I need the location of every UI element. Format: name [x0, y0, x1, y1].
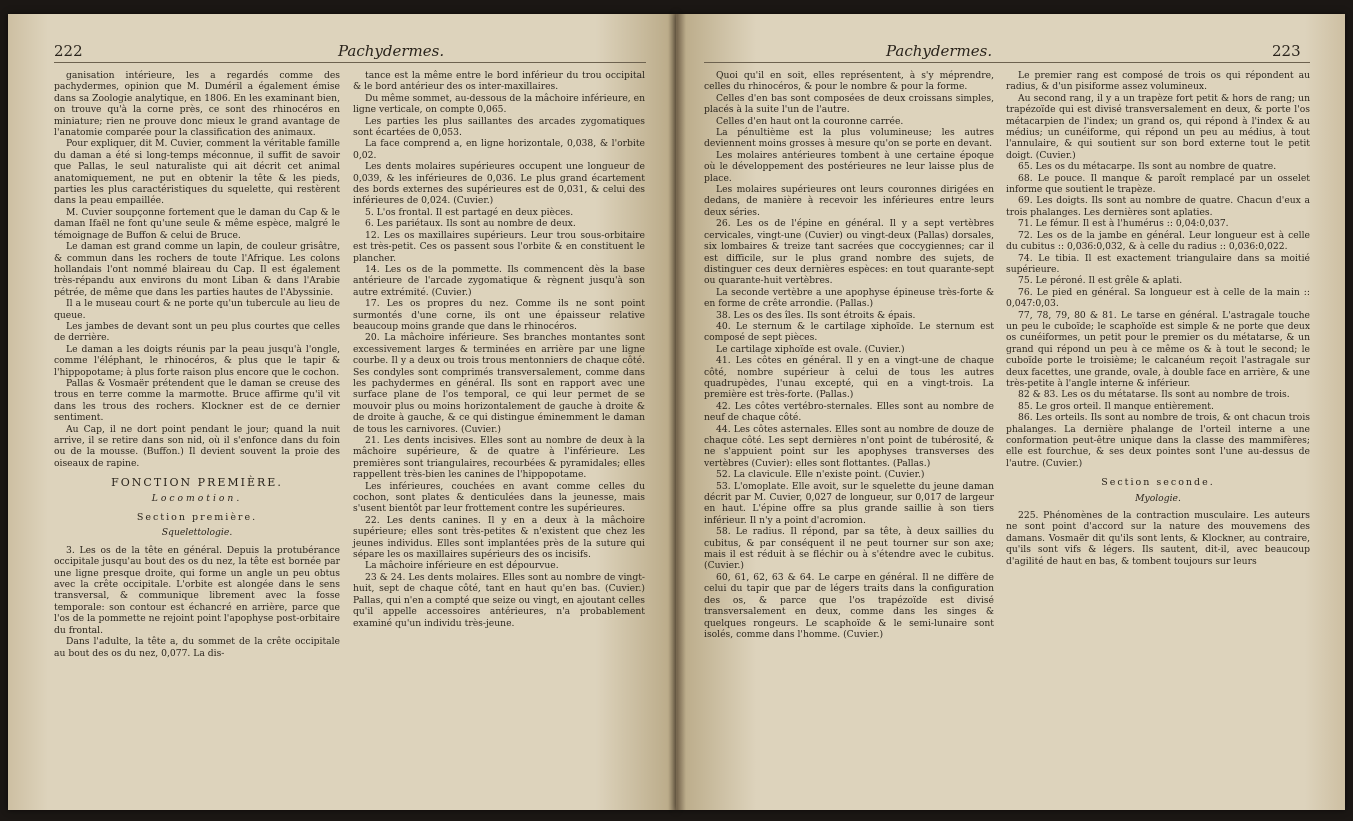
paragraph: Les parties les plus saillantes des arcades zygomatiques sont écartées de 0,053. [353, 115, 645, 139]
page-number: 223 [1272, 42, 1301, 60]
left-column-2 [353, 70, 645, 629]
paragraph: Les molaires supérieures ont leurs couronnes dirigées en dedans, de manière à recevoir les inférieures entre leurs deux séries. [704, 184, 994, 218]
paragraph: 85. Le gros orteil. Il manque entièrement. [1018, 400, 1214, 412]
paragraph: 3. Les os de la tête en général. Depuis la protubérance occipitale jusqu'au bout des os du nez, la tête est bornée par une ligne presque droite, qui forme un angle un peu obtus avec la crête occipitale. L'orbite est alongée dans le sens transversal, & communique librement avec la fosse temporale: son contour est échancré en arrière, parce que l'os de la pommette ne rejoint point l'apophyse post-orbitaire du frontal. [54, 544, 340, 636]
paragraph: 5. L'os frontal. Il est partagé en deux pièces. [365, 206, 574, 218]
paragraph: 71. Le fémur. Il est à l'humérus :: 0,04:0,037. [1018, 218, 1229, 230]
paragraph: Le daman a les doigts réunis par la peau jusqu'à l'ongle, comme l'éléphant, le rhinocéros, & plus que le tapir & l'hippopotame; à plus forte raison plus encore que le cochon. [54, 343, 340, 378]
running-head: Pachydermes. [886, 42, 993, 60]
page-number: 222 [54, 42, 83, 60]
paragraph: 76. Le pied en général. Sa longueur est à celle de la main :: 0,047:0,03. [1006, 286, 1310, 310]
paragraph: Dans l'adulte, la tête a, du sommet de la crête occipitale au bout des os du nez, 0,077. La dis- [54, 636, 340, 659]
left-column-1 [54, 70, 340, 659]
section-subheading-3: Squelettologie. [161, 527, 233, 539]
paragraph: 77, 78, 79, 80 & 81. Le tarse en général. L'astragale touche un peu le cuboïde; le scaphoïde est simple & ne porte que deux os cunéiformes, un petit pour le premier os du métatarse, & un grand qui répond un peu à ce même os & à tout le second; le cuboïde porte le troisième; le calcanéum reçoit l'astragale sur deux facettes, une grande, ovale, à double face en arrière, & une très-petite à l'angle interne & inférieur. [1006, 309, 1310, 389]
paragraph: 65. Les os du métacarpe. Ils sont au nombre de quatre. [1018, 161, 1277, 173]
paragraph: La mâchoire inférieure en est dépourvue. [365, 560, 559, 572]
paragraph: Le premier rang est composé de trois os qui répondent au radius, & d'un pisiforme assez volumineux. [1006, 70, 1310, 93]
paragraph: 40. Le sternum & le cartilage xiphoïde. Le sternum est composé de sept pièces. [704, 320, 994, 344]
paragraph: Au Cap, il ne dort point pendant le jour; quand la nuit arrive, il se retire dans son nid, où il s'enfonce dans du foin ou de la mousse. (Buffon.) Il devient souvent la proie des oiseaux de rapine. [54, 423, 340, 469]
right-page [676, 14, 1345, 810]
running-head: Pachydermes. [338, 42, 445, 60]
paragraph: 22. Les dents canines. Il y en a deux à la mâchoire supérieure; elles sont très-petites & n'existent que chez les jeunes individus. Elles sont implantées près de la suture qui sépare les os maxillaires supérieurs des os incisifs. [353, 514, 645, 561]
paragraph: 52. La clavicule. Elle n'existe point. (Cuvier.) [716, 469, 925, 481]
paragraph: La seconde vertèbre a une apophyse épineuse très-forte & en forme de crête arrondie. (Pallas.) [704, 286, 994, 310]
paragraph: 23 & 24. Les dents molaires. Elles sont au nombre de vingt-huit, sept de chaque côté, tant en haut qu'en bas. (Cuvier.) Pallas, qui n'en a compté que seize ou vingt, en ajoutant celles qu'il appelle accessoires antérieures, n'a probablement examiné qu'un individu très-jeune. [353, 571, 645, 629]
paragraph: 68. Le pouce. Il manque & paroît remplacé par un osselet informe que soutient le trapèze. [1006, 172, 1310, 196]
paragraph: 53. L'omoplate. Elle avoit, sur le squelette du jeune daman décrit par M. Cuvier, 0,027 de longueur, sur 0,017 de largeur en haut. L'épine offre sa plus grande saillie à son tiers inférieur. Il n'y a point d'acromion. [704, 480, 994, 526]
left-page [8, 14, 676, 810]
paragraph: 44. Les côtes asternales. Elles sont au nombre de douze de chaque côté. Les sept dernières n'ont point de tubérosité, & ne s'appuient point sur les apophyses transverses des vertèbres (Cuvier): elles sont flottantes. (Pallas.) [704, 423, 994, 469]
paragraph: 225. Phénomènes de la contraction musculaire. Les auteurs ne sont point d'accord sur la nature des mouvemens des damans. Vosmaër dit qu'ils sont lents, & Klockner, au contraire, qu'ils sont vifs & légers. Ils sautent, dit-il, avec beaucoup d'agilité de haut en bas, & tombent toujours sur leurs [1006, 510, 1310, 567]
header-rule [54, 62, 646, 63]
book-gutter [668, 14, 686, 810]
section-heading: FONCTION PREMIÈRE. [111, 476, 283, 490]
paragraph: 12. Les os maxillaires supérieurs. Leur trou sous-orbitaire est très-petit. Ces os passent sous l'orbite & en constituent le plancher. [353, 229, 645, 264]
paragraph: Celles d'en haut ont la couronne carrée. [716, 115, 904, 127]
paragraph: 17. Les os propres du nez. Comme ils ne sont point surmontés d'une corne, ils ont une épaisseur relative beaucoup moins grande que dans le rhinocéros. [353, 298, 645, 332]
paragraph: Pallas & Vosmaër prétendent que le daman se creuse des trous en terre comme la marmotte. Bruce affirme qu'il vit dans les trous des rochers. Klockner est de ce dernier sentiment. [54, 377, 340, 424]
paragraph: Les inférieures, couchées en avant comme celles du cochon, sont plates & denticulées dans la jeunesse, mais s'usent bientôt par leur frottement contre les supérieures. [353, 480, 645, 515]
paragraph: 69. Les doigts. Ils sont au nombre de quatre. Chacun d'eux a trois phalanges. Les dernières sont aplaties. [1006, 195, 1310, 218]
book-spread [8, 14, 1345, 814]
paragraph: Le cartilage xiphoïde est ovale. (Cuvier.) [716, 343, 905, 355]
paragraph: 14. Les os de la pommette. Ils commencent dès la base antérieure de l'arcade zygomatique & règnent jusqu'à son autre extrémité. (Cuvier.) [353, 263, 645, 298]
paragraph: Il a le museau court & ne porte qu'un tubercule au lieu de queue. [54, 298, 340, 321]
section-subheading-2: Section première. [136, 512, 258, 524]
section-heading: Section seconde. [1101, 477, 1215, 489]
paragraph: Le daman est grand comme un lapin, de couleur grisâtre, & commun dans les rochers de toute l'Afrique. Les colons hollandais l'ont nommé blaireau du Cap. Il est également très-répandu aux environs du mont Liban & dans l'Arabie pétrée, de même que dans les parties hautes de l'Abyssinie. [54, 241, 340, 298]
paragraph: La face comprend a, en ligne horizontale, 0,038, & l'orbite 0,02. [353, 138, 645, 161]
paragraph: 42. Les côtes vertébro-sternales. Elles sont au nombre de neuf de chaque côté. [704, 400, 994, 424]
paragraph: 58. Le radius. Il répond, par sa tête, à deux saillies du cubitus, & par conséquent il ne peut tourner sur son axe; mais il est réduit à se fléchir ou à s'étendre avec le cubitus. (Cuvier.) [704, 526, 994, 572]
right-column-2 [1006, 70, 1310, 567]
paragraph: Celles d'en bas sont composées de deux croissans simples, placés à la suite l'un de l'autre. [704, 92, 994, 116]
paragraph: Les jambes de devant sont un peu plus courtes que celles de derrière. [54, 320, 340, 344]
paragraph: 75. Le péroné. Il est grêle & aplati. [1018, 275, 1183, 287]
paragraph: M. Cuvier soupçonne fortement que le daman du Cap & le daman Ifaël ne font qu'une seule & même espèce, malgré le témoignage de Buffon & celui de Bruce. [54, 206, 340, 241]
paragraph: Au second rang, il y a un trapèze fort petit & hors de rang; un trapézoïde qui est divisé transversalement en deux, & porte l'os métacarpien de l'index; un grand os, qui répond à l'index & au médius; un cunéiforme, qui répond un peu au médius, à tout l'annulaire, & qui soutient sur son bord externe tout le petit doigt. (Cuvier.) [1006, 92, 1310, 161]
paragraph: 74. Le tibia. Il est exactement triangulaire dans sa moitié supérieure. [1006, 252, 1310, 275]
paragraph: Pour expliquer, dit M. Cuvier, comment la véritable famille du daman a été si long-temps méconnue, il suffit de savoir que Pallas, le seul naturaliste qui ait décrit cet animal anatomiquement, ne put en obtenir la tête & les pieds, parties les plus caractéristiques du squelette, qui restèrent dans la peau empaillée. [54, 138, 340, 207]
paragraph: 21. Les dents incisives. Elles sont au nombre de deux à la mâchoire supérieure, & de quatre à l'inférieure. Les premières sont triangulaires, recourbées & pyramidales; elles rappellent très-bien les canines de l'hippopotame. [353, 435, 645, 481]
paragraph: Quoi qu'il en soit, elles représentent, à s'y méprendre, celles du rhinocéros, & pour le nombre & pour la forme. [704, 70, 994, 93]
paragraph: Les molaires antérieures tombent à une certaine époque où le développement des postérieures ne leur laisse plus de place. [704, 149, 994, 184]
paragraph: 41. Les côtes en général. Il y en a vingt-une de chaque côté, nombre supérieur à celui de tous les autres quadrupèdes, l'unau excepté, qui en a vingt-trois. La première est très-forte. (Pallas.) [704, 355, 994, 401]
header-rule [704, 62, 1310, 63]
paragraph: 60, 61, 62, 63 & 64. Le carpe en général. Il ne diffère de celui du tapir que par de légers traits dans la configuration des os, & parce que l'os trapézoïde est divisé transversalement en deux, comme dans les singes & quelques rongeurs. Le scaphoïde & le semi-lunaire sont isolés, comme dans l'homme. (Cuvier.) [704, 571, 994, 640]
paragraph: Les dents molaires supérieures occupent une longueur de 0,039, & les inférieures de 0,036. Le plus grand écartement des bords externes des supérieures est de 0,031, & celui des inférieures de 0,024. (Cuvier.) [353, 161, 645, 207]
paragraph: 86. Les orteils. Ils sont au nombre de trois, & ont chacun trois phalanges. La dernière phalange de l'orteil interne a une conformation peut-être unique dans la classe des mammifères; elle est fourchue, & ses deux pointes sont l'une au-dessus de l'autre. (Cuvier.) [1006, 412, 1310, 469]
paragraph: 6. Les pariétaux. Ils sont au nombre de deux. [365, 218, 576, 230]
paragraph: 72. Les os de la jambe en général. Leur longueur est à celle du cubitus :: 0,036:0,032, & à celle du radius :: 0,036:0,022. [1006, 229, 1310, 253]
paragraph: 38. Les os des îles. Ils sont étroits & épais. [716, 309, 916, 321]
section-subheading: Locomotion. [151, 492, 243, 504]
paragraph: ganisation intérieure, les a regardés comme des pachydermes, opinion que M. Duméril a également émise dans sa Zoologie analytique, en 1806. En les examinant bien, on trouve qu'à la corne près, ce sont des rhinocéros en miniature; rien ne prouve donc mieux le grand avantage de l'anatomie comparée pour la classification des animaux. [54, 70, 340, 139]
paragraph: 20. La mâchoire inférieure. Ses branches montantes sont excessivement larges & terminées en arrière par une ligne courbe. Il y a deux ou trois trous mentonniers de chaque côté. Ses condyles sont comprimés transversalement, comme dans les pachydermes en général. Ils sont en rapport avec une surface plane de l'os temporal, ce qui leur permet de se mouvoir plus ou moins horizontalement de gauche à droite & de droite à gauche, & ce qui distingue éminemment le daman de tous les carnivores. (Cuvier.) [353, 332, 645, 435]
paragraph: tance est la même entre le bord inférieur du trou occipital & le bord antérieur des os inter-maxillaires. [353, 70, 645, 93]
right-column-1 [704, 70, 994, 640]
paragraph: 26. Les os de l'épine en général. Il y a sept vertèbres cervicales, vingt-une (Cuvier) ou vingt-deux (Pallas) dorsales, six lombaires & treize tant sacrées que coccygiennes; car il est difficile, sur le plus grand nombre des sujets, de distinguer ces deux dernières espèces: en tout quarante-sept ou quarante-huit vertèbres. [704, 218, 994, 287]
section-subheading: Myologie. [1135, 492, 1181, 504]
paragraph: La pénultième est la plus volumineuse; les autres deviennent moins grosses à mesure qu'on se porte en devant. [704, 127, 994, 150]
paragraph: 82 & 83. Les os du métatarse. Ils sont au nombre de trois. [1018, 389, 1290, 401]
paragraph: Du même sommet, au-dessous de la mâchoire inférieure, en ligne verticale, on compte 0,065. [353, 92, 645, 116]
